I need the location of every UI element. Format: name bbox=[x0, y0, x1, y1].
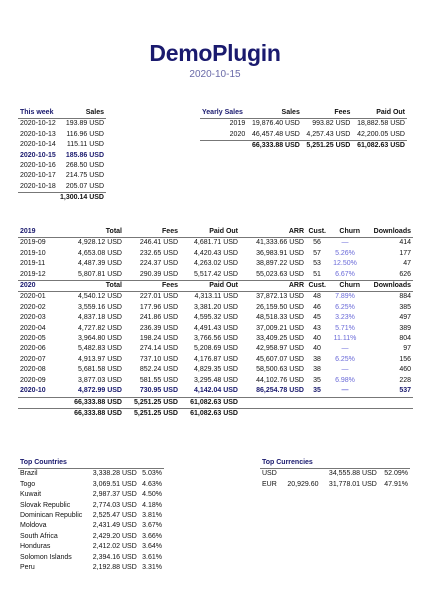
churn: — bbox=[341, 387, 349, 395]
list-item bbox=[18, 501, 164, 511]
country-sales: 2,412.02 USD bbox=[92, 543, 137, 551]
week-sales: 205.07 USD bbox=[58, 182, 106, 193]
table-row bbox=[18, 161, 106, 171]
customers-header: Cust. bbox=[306, 227, 328, 238]
paid-out: 4,142.04 USD bbox=[194, 387, 238, 395]
arr: 55,023.63 USD bbox=[256, 270, 304, 278]
downloads: 177 bbox=[399, 249, 411, 257]
country-name: Honduras bbox=[20, 543, 51, 551]
customers: 45 bbox=[313, 314, 321, 322]
downloads: 537 bbox=[399, 387, 411, 395]
churn: 3.23% bbox=[335, 314, 355, 322]
week-sales: 115.11 USD bbox=[66, 141, 104, 149]
month-label: 2019-10 bbox=[20, 249, 46, 257]
month-label: 2019-09 bbox=[20, 239, 46, 247]
country-sales: 3,069.51 USD bbox=[92, 480, 137, 488]
yearly-sales: 46,457.48 USD bbox=[247, 130, 302, 141]
week-date: 2020-10-15 bbox=[20, 151, 56, 159]
year-header-row bbox=[18, 227, 413, 238]
total-header: Total bbox=[66, 281, 124, 292]
country-name: Moldova bbox=[20, 522, 47, 530]
churn: 6.25% bbox=[335, 303, 355, 311]
month-label: 2020-07 bbox=[20, 355, 46, 363]
fees: 246.41 USD bbox=[139, 239, 178, 247]
downloads: 156 bbox=[399, 355, 411, 363]
list-item bbox=[260, 480, 410, 490]
fees: 737.10 USD bbox=[139, 355, 178, 363]
currency-share: 47.91% bbox=[384, 480, 408, 488]
table-row bbox=[18, 171, 106, 181]
country-name: Dominican Republic bbox=[20, 512, 83, 520]
fees: 232.65 USD bbox=[139, 249, 178, 257]
churn-header: Churn bbox=[328, 281, 362, 292]
monthly-total-row bbox=[18, 408, 413, 419]
total: 3,877.03 USD bbox=[78, 376, 122, 384]
paid-out: 4,263.02 USD bbox=[194, 260, 238, 268]
month-label: 2020-06 bbox=[20, 345, 46, 353]
arr: 37,872.13 USD bbox=[256, 293, 304, 301]
currency-sales: 31,778.01 USD bbox=[328, 480, 377, 488]
table-row bbox=[18, 238, 413, 249]
arr: 58,500.63 USD bbox=[256, 366, 304, 374]
total: 4,928.12 USD bbox=[78, 239, 122, 247]
total: 5,482.83 USD bbox=[78, 345, 122, 353]
arr: 44,102.76 USD bbox=[256, 376, 304, 384]
yearly-sales-table bbox=[200, 108, 407, 152]
top-countries-table bbox=[18, 458, 164, 573]
month-label: 2019-11 bbox=[20, 260, 46, 268]
country-share: 3.61% bbox=[142, 553, 162, 561]
month-label: 2020-10 bbox=[20, 387, 46, 395]
country-name: Togo bbox=[20, 480, 36, 488]
list-item bbox=[18, 469, 164, 480]
this-week-table bbox=[18, 108, 106, 204]
yearly-paidout-header: Paid Out bbox=[352, 108, 407, 119]
total: 4,487.39 USD bbox=[78, 260, 122, 268]
month-label: 2020-03 bbox=[20, 314, 46, 322]
table-row bbox=[18, 130, 106, 140]
yearly-total-sales: 66,333.88 USD bbox=[251, 142, 300, 150]
week-date: 2020-10-13 bbox=[20, 130, 56, 138]
total: 4,653.08 USD bbox=[78, 249, 122, 257]
paid-out: 3,766.56 USD bbox=[194, 335, 238, 343]
country-name: Brazil bbox=[20, 470, 38, 478]
fees: 236.39 USD bbox=[139, 324, 178, 332]
country-name: Slovak Republic bbox=[20, 501, 71, 509]
total: 4,540.12 USD bbox=[78, 293, 122, 301]
downloads: 497 bbox=[399, 314, 411, 322]
week-date: 2020-10-18 bbox=[18, 182, 58, 193]
paid-out: 4,491.43 USD bbox=[194, 324, 238, 332]
arr: 26,159.50 USD bbox=[256, 303, 304, 311]
country-share: 3.81% bbox=[142, 512, 162, 520]
customers: 40 bbox=[313, 335, 321, 343]
monthly-table bbox=[18, 227, 413, 419]
country-sales: 2,192.88 USD bbox=[92, 564, 137, 572]
paid-out: 5,208.69 USD bbox=[194, 345, 238, 353]
total: 4,913.97 USD bbox=[78, 355, 122, 363]
total-header: Total bbox=[66, 227, 124, 238]
country-name: Kuwait bbox=[20, 491, 42, 499]
this-week-sales-header: Sales bbox=[58, 108, 106, 119]
paid-out: 3,381.20 USD bbox=[194, 303, 238, 311]
churn-header: Churn bbox=[328, 227, 362, 238]
list-item bbox=[18, 563, 164, 573]
yearly-sales-title: Yearly Sales bbox=[200, 108, 247, 119]
arr: 33,409.25 USD bbox=[256, 335, 304, 343]
country-share: 3.64% bbox=[142, 543, 162, 551]
customers: 53 bbox=[313, 260, 321, 268]
country-share: 4.50% bbox=[142, 491, 162, 499]
customers: 35 bbox=[313, 387, 321, 395]
paid-out: 4,176.87 USD bbox=[194, 355, 238, 363]
arr-header: ARR bbox=[240, 227, 306, 238]
arr: 48,518.33 USD bbox=[256, 314, 304, 322]
arr: 36,983.91 USD bbox=[256, 249, 304, 257]
country-sales: 2,774.03 USD bbox=[92, 501, 137, 509]
fees: 198.24 USD bbox=[139, 335, 178, 343]
customers: 38 bbox=[313, 366, 321, 374]
table-row bbox=[18, 376, 413, 386]
total-fees: 5,251.25 USD bbox=[124, 397, 180, 408]
country-name: South Africa bbox=[20, 532, 58, 540]
week-total: 1,300.14 USD bbox=[60, 194, 104, 202]
week-sales: 214.75 USD bbox=[65, 172, 104, 180]
month-label: 2020-05 bbox=[20, 335, 46, 343]
churn: 6.67% bbox=[335, 270, 355, 278]
table-row bbox=[18, 292, 413, 303]
currency-share: 52.09% bbox=[384, 470, 408, 478]
week-sales: 268.50 USD bbox=[65, 162, 104, 170]
churn: 6.25% bbox=[335, 355, 355, 363]
churn: — bbox=[341, 345, 349, 353]
yearly-total-row bbox=[200, 141, 407, 152]
month-label: 2020-04 bbox=[20, 324, 46, 332]
total: 4,727.82 USD bbox=[78, 324, 122, 332]
total: 3,964.80 USD bbox=[78, 335, 122, 343]
fees: 177.96 USD bbox=[139, 303, 178, 311]
country-sales: 2,525.47 USD bbox=[92, 512, 137, 520]
downloads: 389 bbox=[399, 324, 411, 332]
total: 4,872.99 USD bbox=[78, 387, 122, 395]
arr: 38,897.22 USD bbox=[256, 260, 304, 268]
table-row bbox=[18, 249, 413, 259]
currency-amount bbox=[281, 469, 320, 480]
table-row bbox=[18, 365, 413, 375]
churn: 7.89% bbox=[335, 293, 355, 301]
churn: 12.50% bbox=[333, 260, 357, 268]
country-sales: 3,338.28 USD bbox=[92, 470, 137, 478]
customers: 48 bbox=[313, 293, 321, 301]
downloads-header: Downloads bbox=[362, 281, 413, 292]
list-item bbox=[18, 490, 164, 500]
arr: 42,958.97 USD bbox=[256, 345, 304, 353]
week-total-row bbox=[18, 193, 106, 204]
table-row bbox=[18, 386, 413, 397]
downloads: 97 bbox=[403, 345, 411, 353]
country-share: 3.66% bbox=[142, 532, 162, 540]
total: 5,681.58 USD bbox=[78, 366, 122, 374]
table-row bbox=[18, 259, 413, 269]
table-row bbox=[18, 313, 413, 323]
country-share: 5.03% bbox=[142, 470, 162, 478]
fees: 274.14 USD bbox=[139, 345, 178, 353]
monthly-total-row bbox=[18, 397, 413, 408]
table-row bbox=[18, 270, 413, 281]
table-row bbox=[18, 140, 106, 150]
week-date: 2020-10-17 bbox=[20, 172, 56, 180]
country-share: 4.18% bbox=[142, 501, 162, 509]
downloads: 626 bbox=[399, 270, 411, 278]
downloads: 884 bbox=[399, 293, 411, 301]
list-item bbox=[18, 521, 164, 531]
week-sales: 193.89 USD bbox=[65, 120, 104, 128]
list-item bbox=[18, 532, 164, 542]
table-row bbox=[18, 334, 413, 344]
list-item bbox=[18, 542, 164, 552]
page-title: DemoPlugin bbox=[149, 40, 281, 66]
customers: 38 bbox=[313, 355, 321, 363]
yearly-year: 2019 bbox=[229, 120, 246, 128]
fees: 290.39 USD bbox=[139, 270, 178, 278]
paid-out-header: Paid Out bbox=[180, 227, 240, 238]
customers: 43 bbox=[313, 324, 321, 332]
week-date: 2020-10-14 bbox=[20, 141, 56, 149]
month-label: 2020-02 bbox=[20, 303, 46, 311]
week-sales: 116.96 USD bbox=[66, 130, 104, 138]
top-countries-title: Top Countries bbox=[18, 458, 164, 469]
list-item bbox=[260, 469, 410, 480]
table-row bbox=[200, 130, 407, 141]
fees: 227.01 USD bbox=[139, 293, 178, 301]
yearly-fees: 993.82 USD bbox=[312, 120, 351, 128]
downloads: 385 bbox=[399, 303, 411, 311]
fees: 852.24 USD bbox=[139, 366, 178, 374]
total-total: 66,333.88 USD bbox=[66, 408, 124, 419]
year-label: 2020 bbox=[18, 281, 66, 292]
downloads-header: Downloads bbox=[362, 227, 413, 238]
fees: 581.55 USD bbox=[139, 376, 178, 384]
customers: 40 bbox=[313, 345, 321, 353]
yearly-sales: 19,876.40 USD bbox=[251, 120, 300, 128]
paid-out: 4,829.35 USD bbox=[194, 366, 238, 374]
country-share: 3.67% bbox=[142, 522, 162, 530]
table-row bbox=[18, 182, 106, 193]
downloads: 47 bbox=[403, 260, 411, 268]
list-item bbox=[18, 511, 164, 521]
churn: 11.11% bbox=[333, 335, 357, 343]
country-name: Solomon Islands bbox=[20, 553, 72, 561]
yearly-paidout: 18,882.58 USD bbox=[357, 120, 405, 128]
paid-out-header: Paid Out bbox=[180, 281, 240, 292]
yearly-sales-header: Sales bbox=[247, 108, 302, 119]
customers: 51 bbox=[313, 270, 321, 278]
week-date: 2020-10-12 bbox=[20, 120, 56, 128]
table-row bbox=[18, 119, 106, 130]
fees: 730.95 USD bbox=[139, 387, 178, 395]
table-row bbox=[200, 119, 407, 130]
paid-out: 4,595.32 USD bbox=[194, 314, 238, 322]
paid-out: 4,420.43 USD bbox=[194, 249, 238, 257]
yearly-total-paidout: 61,082.63 USD bbox=[357, 142, 405, 150]
downloads: 460 bbox=[399, 366, 411, 374]
yearly-year: 2020 bbox=[200, 130, 247, 141]
list-item bbox=[18, 553, 164, 563]
customers: 57 bbox=[313, 249, 321, 257]
downloads: 414 bbox=[399, 239, 411, 247]
paid-out: 4,313.11 USD bbox=[194, 293, 238, 301]
yearly-total-fees: 5,251.25 USD bbox=[306, 142, 351, 150]
country-sales: 2,394.16 USD bbox=[92, 553, 137, 561]
downloads: 804 bbox=[399, 335, 411, 343]
this-week-title: This week bbox=[18, 108, 58, 119]
arr: 45,607.07 USD bbox=[256, 355, 304, 363]
total: 5,807.81 USD bbox=[78, 270, 122, 278]
total-paid-out: 61,082.63 USD bbox=[180, 408, 240, 419]
country-sales: 2,431.49 USD bbox=[92, 522, 137, 530]
arr: 86,254.78 USD bbox=[256, 387, 304, 395]
customers: 46 bbox=[313, 303, 321, 311]
arr: 41,333.66 USD bbox=[256, 239, 304, 247]
paid-out: 3,295.48 USD bbox=[194, 376, 238, 384]
fees: 224.37 USD bbox=[139, 260, 178, 268]
churn: 5.26% bbox=[335, 249, 355, 257]
yearly-fees: 4,257.43 USD bbox=[302, 130, 353, 141]
country-name: Peru bbox=[20, 564, 35, 572]
customers-header: Cust. bbox=[306, 281, 328, 292]
total: 3,559.16 USD bbox=[78, 303, 122, 311]
total-total: 66,333.88 USD bbox=[66, 397, 124, 408]
churn: 6.98% bbox=[335, 376, 355, 384]
paid-out: 5,517.42 USD bbox=[194, 270, 238, 278]
customers: 56 bbox=[313, 239, 321, 247]
country-sales: 2,429.20 USD bbox=[92, 532, 137, 540]
churn: — bbox=[341, 366, 349, 374]
country-sales: 2,987.37 USD bbox=[92, 491, 137, 499]
table-row bbox=[18, 303, 413, 313]
fees-header: Fees bbox=[124, 281, 180, 292]
churn: 5.71% bbox=[335, 324, 355, 332]
total: 4,837.18 USD bbox=[78, 314, 122, 322]
month-label: 2020-08 bbox=[20, 366, 46, 374]
yearly-fees-header: Fees bbox=[302, 108, 353, 119]
table-row-current bbox=[18, 151, 106, 161]
currency-code: USD bbox=[262, 470, 277, 478]
table-row bbox=[18, 355, 413, 365]
month-label: 2020-09 bbox=[20, 376, 46, 384]
top-currencies-title: Top Currencies bbox=[260, 458, 410, 469]
year-header-row bbox=[18, 281, 413, 292]
year-label: 2019 bbox=[18, 227, 66, 238]
week-sales: 185.86 USD bbox=[65, 151, 104, 159]
customers: 35 bbox=[313, 376, 321, 384]
country-share: 4.63% bbox=[142, 480, 162, 488]
table-row bbox=[18, 344, 413, 354]
table-row bbox=[18, 324, 413, 334]
currency-code: EUR bbox=[262, 480, 277, 488]
report-date: 2020-10-15 bbox=[189, 69, 241, 80]
arr-header: ARR bbox=[240, 281, 306, 292]
downloads: 228 bbox=[399, 376, 411, 384]
total-fees: 5,251.25 USD bbox=[124, 408, 180, 419]
list-item bbox=[18, 480, 164, 490]
month-label: 2020-01 bbox=[20, 293, 46, 301]
country-share: 3.31% bbox=[142, 564, 162, 572]
fees-header: Fees bbox=[124, 227, 180, 238]
yearly-paidout: 42,200.05 USD bbox=[352, 130, 407, 141]
total-paid-out: 61,082.63 USD bbox=[180, 397, 240, 408]
currency-amount: 20,929.60 bbox=[287, 480, 319, 488]
week-date: 2020-10-16 bbox=[20, 162, 56, 170]
arr: 37,009.21 USD bbox=[256, 324, 304, 332]
churn: — bbox=[341, 239, 349, 247]
top-currencies-table bbox=[260, 458, 410, 490]
paid-out: 4,681.71 USD bbox=[194, 239, 238, 247]
month-label: 2019-12 bbox=[20, 270, 46, 278]
currency-sales: 34,555.88 USD bbox=[328, 470, 377, 478]
fees: 241.86 USD bbox=[139, 314, 178, 322]
